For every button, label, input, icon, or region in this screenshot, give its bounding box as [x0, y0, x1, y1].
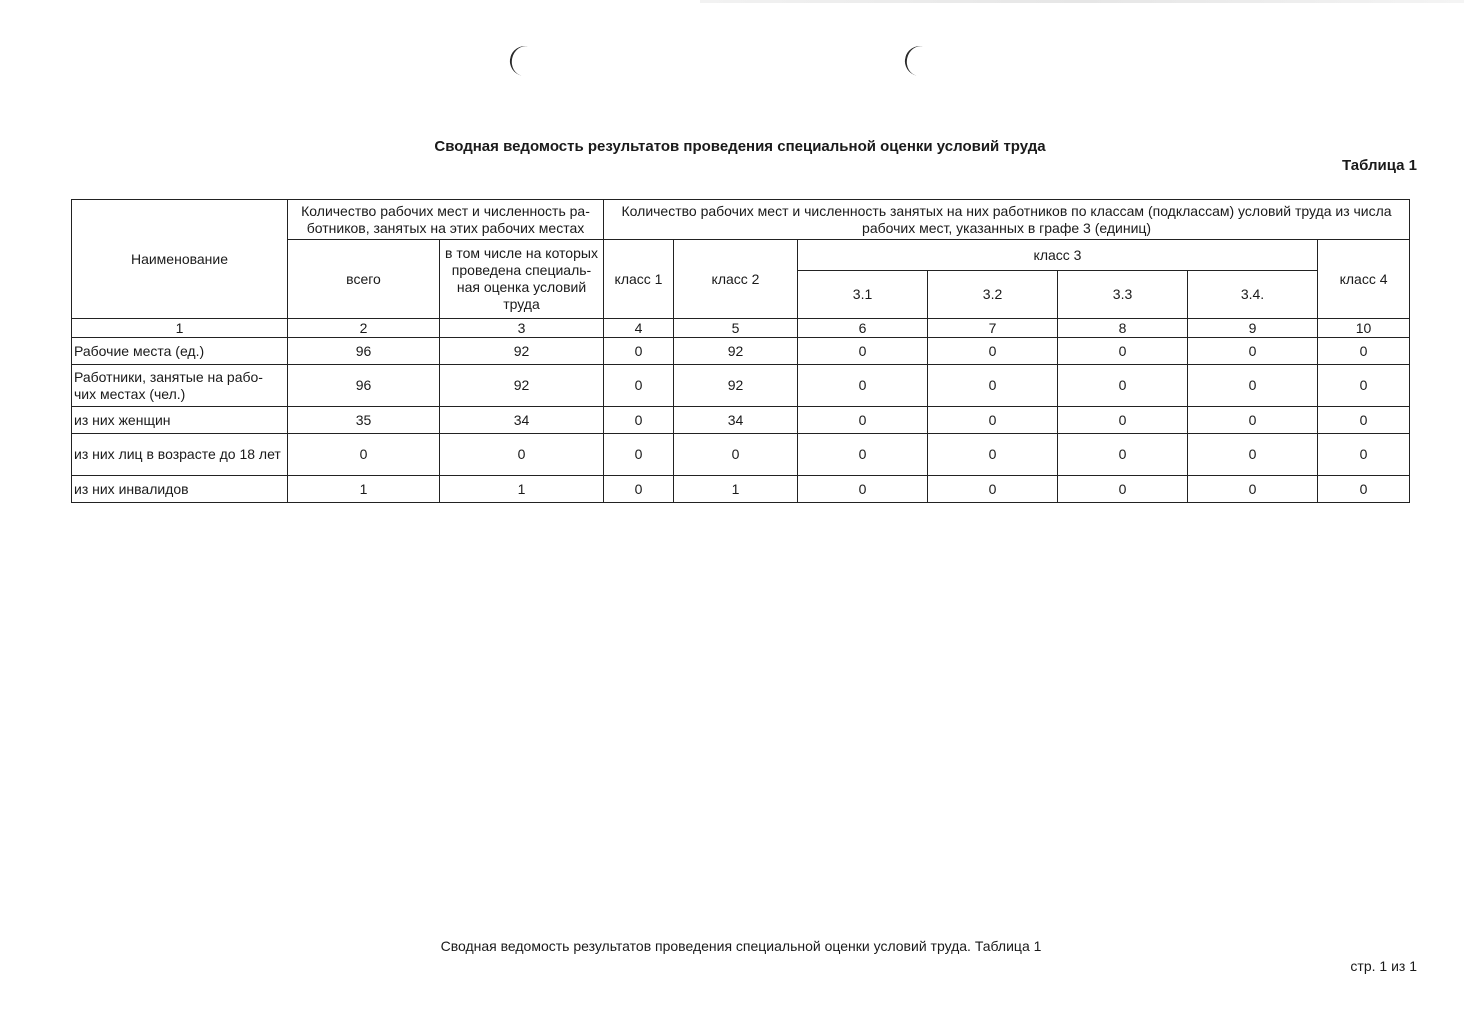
- header-class-4: класс 4: [1318, 240, 1410, 319]
- header-workplaces-group: Количество рабочих мест и численность ра-ботников, занятых на этих рабочих местах: [288, 200, 604, 240]
- table-cell: 0: [1318, 476, 1410, 503]
- table-cell: 0: [928, 407, 1058, 434]
- table-cell: 1: [440, 476, 604, 503]
- table-cell: 92: [440, 338, 604, 365]
- table-cell: 0: [604, 407, 674, 434]
- column-number: 9: [1188, 319, 1318, 338]
- table-cell: 0: [928, 365, 1058, 407]
- header-class-2: класс 2: [674, 240, 798, 319]
- table-cell: 96: [288, 338, 440, 365]
- table-cell: 34: [440, 407, 604, 434]
- table-row: [72, 476, 1410, 503]
- table-cell: 0: [1188, 338, 1318, 365]
- header-subclass-3-3: 3.3: [1058, 271, 1188, 319]
- table-cell: 0: [1318, 407, 1410, 434]
- table-cell: 0: [798, 434, 928, 476]
- table-cell: 0: [288, 434, 440, 476]
- row-label: Рабочие места (ед.): [72, 338, 288, 365]
- table-cell: 0: [928, 338, 1058, 365]
- row-label: Работники, занятые на рабо-чих местах (чел.): [72, 365, 288, 407]
- binder-hole-mark-left: [507, 43, 533, 77]
- column-number: 1: [72, 319, 288, 338]
- table-cell: 0: [1318, 434, 1410, 476]
- table-cell: 0: [1058, 338, 1188, 365]
- summary-table: [71, 199, 1410, 503]
- table-cell: 0: [604, 434, 674, 476]
- table-cell: 0: [798, 407, 928, 434]
- table-cell: 0: [798, 338, 928, 365]
- header-subclass-3-4: 3.4.: [1188, 271, 1318, 319]
- table-number: Таблица 1: [1341, 157, 1417, 174]
- table-cell: 0: [440, 434, 604, 476]
- header-assessed: в том числе на которых проведена специаль-ная оценка условий труда: [440, 240, 604, 319]
- table-cell: 0: [1318, 338, 1410, 365]
- column-number-row: [72, 319, 1410, 338]
- row-label: из них инвалидов: [72, 476, 288, 503]
- table-cell: 0: [604, 476, 674, 503]
- table-row: [72, 365, 1410, 407]
- table-cell: 0: [1188, 365, 1318, 407]
- table-cell: 35: [288, 407, 440, 434]
- header-subclass-3-2: 3.2: [928, 271, 1058, 319]
- footer-caption: Сводная ведомость результатов проведения специальной оценки условий труда. Таблица 1: [440, 938, 1042, 954]
- table-cell: 0: [1318, 365, 1410, 407]
- page-number: стр. 1 из 1: [1350, 958, 1417, 974]
- document-title: Сводная ведомость результатов проведения специальной оценки условий труда: [434, 138, 1046, 155]
- row-label: из них женщин: [72, 407, 288, 434]
- header-class-3: класс 3: [798, 240, 1318, 271]
- header-total: всего: [288, 240, 440, 319]
- table-cell: 1: [288, 476, 440, 503]
- table-cell: 1: [674, 476, 798, 503]
- table-cell: 0: [928, 476, 1058, 503]
- table-row: [72, 338, 1410, 365]
- table-cell: 0: [1058, 407, 1188, 434]
- table-cell: 0: [674, 434, 798, 476]
- table-cell: 92: [674, 365, 798, 407]
- scan-edge-artifact: [700, 0, 1464, 3]
- header-name: Наименование: [72, 200, 288, 319]
- table-cell: 92: [674, 338, 798, 365]
- column-number: 7: [928, 319, 1058, 338]
- header-class-1: класс 1: [604, 240, 674, 319]
- binder-hole-mark-right: [902, 43, 928, 77]
- table-cell: 0: [1058, 434, 1188, 476]
- table-cell: 0: [1188, 434, 1318, 476]
- column-number: 3: [440, 319, 604, 338]
- table-cell: 96: [288, 365, 440, 407]
- column-number: 10: [1318, 319, 1410, 338]
- header-subclass-3-1: 3.1: [798, 271, 928, 319]
- table-row: [72, 407, 1410, 434]
- table-cell: 0: [1058, 476, 1188, 503]
- column-number: 4: [604, 319, 674, 338]
- table-cell: 0: [928, 434, 1058, 476]
- table-cell: 92: [440, 365, 604, 407]
- table-cell: 0: [798, 365, 928, 407]
- table-cell: 0: [604, 365, 674, 407]
- table-cell: 0: [1188, 476, 1318, 503]
- column-number: 5: [674, 319, 798, 338]
- table-cell: 34: [674, 407, 798, 434]
- table-row: [72, 434, 1410, 476]
- table-cell: 0: [604, 338, 674, 365]
- column-number: 6: [798, 319, 928, 338]
- table-cell: 0: [1058, 365, 1188, 407]
- row-label: из них лиц в возрасте до 18 лет: [72, 434, 288, 476]
- column-number: 8: [1058, 319, 1188, 338]
- table-cell: 0: [798, 476, 928, 503]
- header-row-1: [72, 200, 1410, 240]
- table-cell: 0: [1188, 407, 1318, 434]
- header-classes-group: Количество рабочих мест и численность занятых на них работников по классам (подклассам) условий труда из числа рабочих мест, указанных в графе 3 (единиц): [604, 200, 1410, 240]
- column-number: 2: [288, 319, 440, 338]
